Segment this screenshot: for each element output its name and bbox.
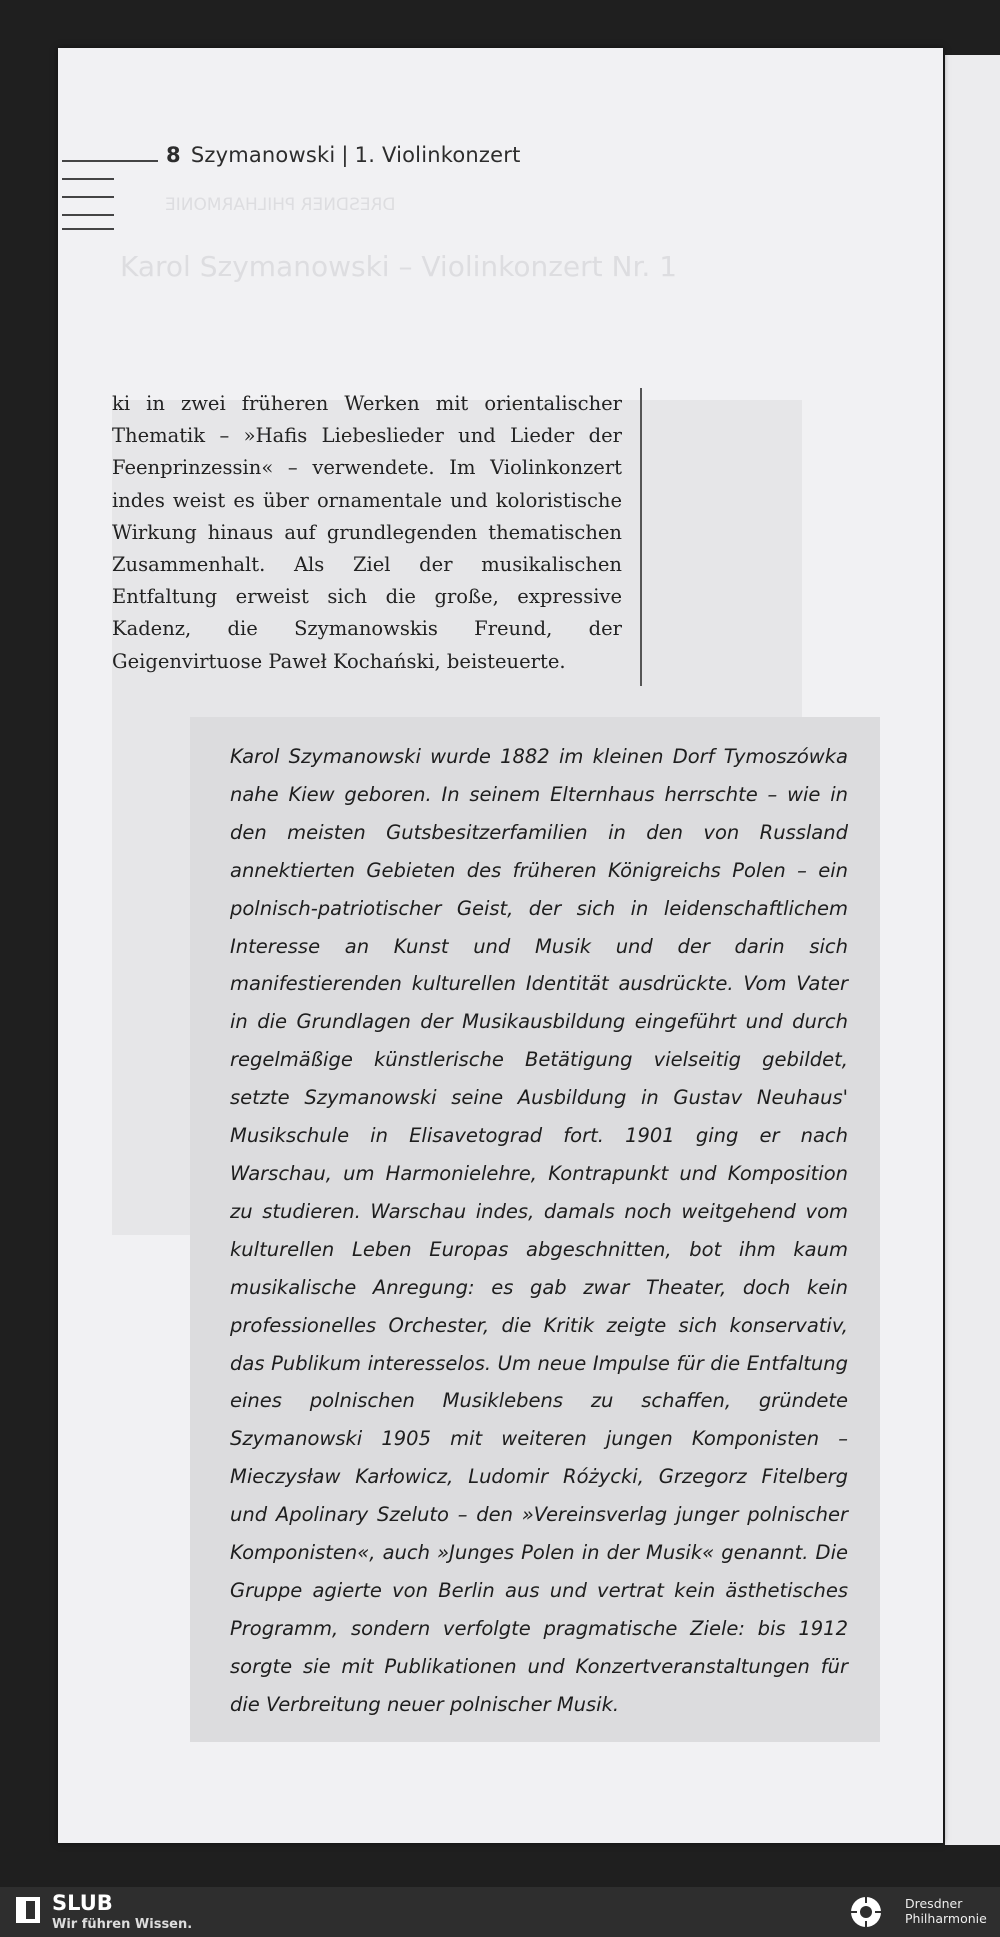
next-page-edge	[945, 55, 1000, 1845]
column-divider	[640, 388, 642, 686]
header-section: 1. Violinkonzert	[354, 143, 521, 167]
header-rule	[62, 214, 114, 216]
intro-paragraph: ki in zwei früheren Werken mit orientalischer Thematik – »Hafis Liebeslieder und Lieder der Feenprinzessin« – verwendete. Im Violinkonzert indes weist es über ornamentale und koloristische Wirkung hinaus auf grundlegenden thematischen Zusammenhalt. Als Ziel der musikalischen Entfaltung erweist sich die große, expressive Kadenz, die Szymanowskis Freund, der Geigenvirtuose Paweł Kochański, beisteuerte.	[112, 392, 622, 673]
header-separator: |	[341, 143, 349, 167]
philharmonie-line-1: Dresdner	[905, 1896, 963, 1911]
footer-bar	[0, 1887, 1000, 1937]
slub-logo-icon	[14, 1895, 42, 1925]
slub-name: SLUB	[52, 1891, 113, 1915]
slub-tagline: Wir führen Wissen.	[52, 1917, 193, 1932]
header-composer: Szymanowski	[190, 143, 336, 167]
header-rule	[62, 228, 114, 230]
bleed-through-title: Karol Szymanowski – Violinkonzert Nr. 1	[120, 250, 678, 283]
philharmonie-logo-icon	[840, 1892, 892, 1932]
biography-paragraph: Karol Szymanowski wurde 1882 im kleinen Dorf Tymoszówka nahe Kiew geboren. In seinem Elternhaus herrschte – wie in den meisten Gutsbesitzerfamilien in den von Russland annektierten Gebieten des früheren Königreichs Polen – ein polnisch-patriotischer Geist, der sich in leidenschaftlichem Interesse an Kunst und Musik und der darin sich manifestierenden kulturellen Identität ausdrückte. Vom Vater in die Grundlagen der Musikausbildung eingeführt und durch regelmäßige künstlerische Betätigung vielseitig gebildet, setzte Szymanowski seine Ausbildung in Gustav Neuhaus' Musikschule in Elisavetograd fort. 1901 ging er nach Warschau, um Harmonielehre, Kontrapunkt und Komposition zu studieren. Warschau indes, damals noch weitgehend vom kulturellen Leben Europas abgeschnitten, bot ihm kaum musikalische Anregung: es gab zwar Theater, doch kein professionelles Orchester, die Kritik zeigte sich konservativ, das Publikum interesselos. Um neue Impulse für die Entfaltung eines polnischen Musiklebens zu schaffen, gründete Szymanowski 1905 mit weiteren jungen Komponisten – Mieczysław Karłowicz, Ludomir Różycki, Grzegorz Fitelberg und Apolinary Szeluto – den »Vereinsverlag junger polnischer Komponisten«, auch »Junges Polen in der Musik« genannt. Die Gruppe agierte von Berlin aus und vertrat kein ästhetisches Programm, sondern verfolgte pragmatische Ziele: bis 1912 sorgte sie mit Publikationen und Konzertveranstaltungen für die Verbreitung neuer polnischer Musik.	[230, 745, 848, 1716]
header-rule	[62, 160, 158, 162]
philharmonie-line-2: Philharmonie	[905, 1911, 987, 1926]
running-header	[166, 143, 521, 167]
page-number: 8	[166, 143, 181, 167]
philharmonie-name	[905, 1896, 987, 1926]
header-rule	[62, 178, 114, 180]
header-rule	[62, 196, 114, 198]
bleed-through-logo: DRESDNER PHILHARMONIE	[165, 195, 396, 215]
